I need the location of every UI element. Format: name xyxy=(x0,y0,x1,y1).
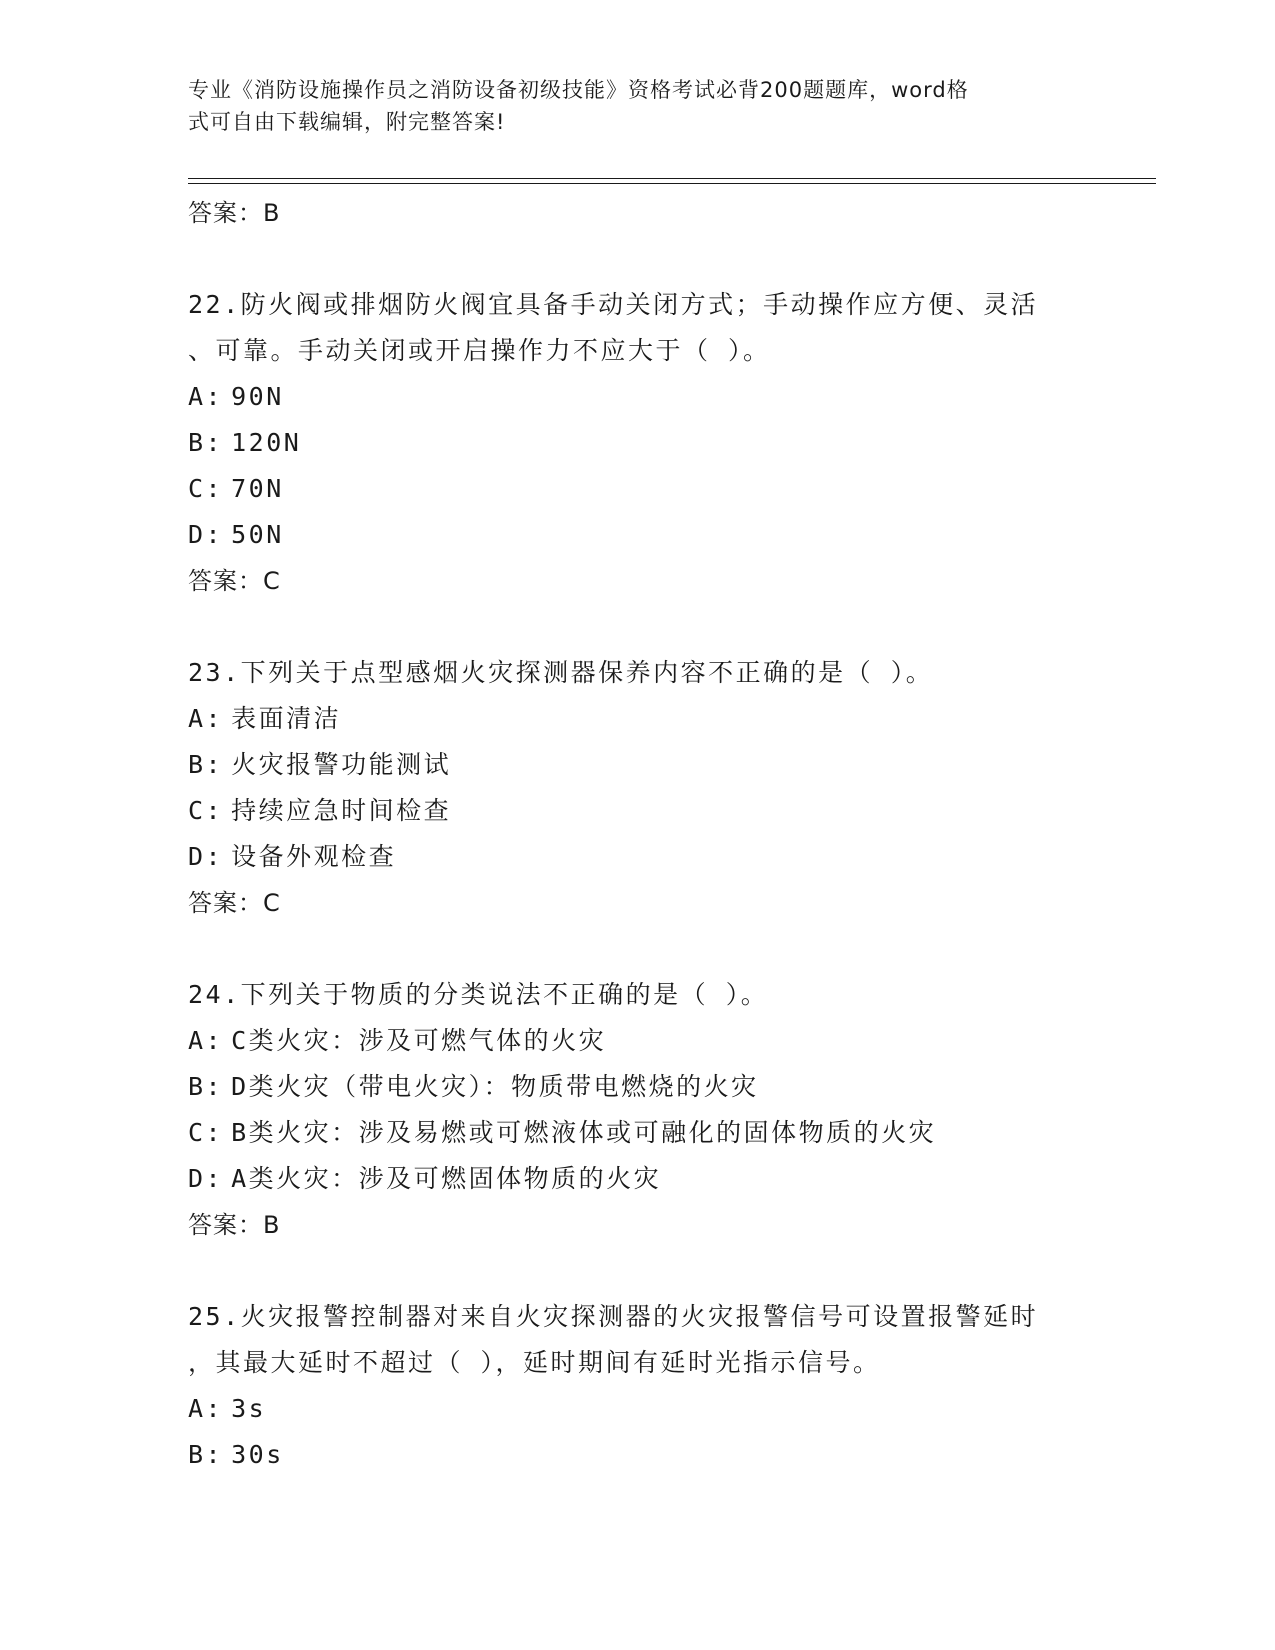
option-label: D: xyxy=(188,842,224,871)
question-25 xyxy=(188,1294,1156,1478)
answer-line: 答案：C xyxy=(188,567,281,595)
question-23 xyxy=(188,650,1156,926)
option-text: 50N xyxy=(231,520,284,549)
option-a xyxy=(188,1018,1156,1064)
option-b xyxy=(188,1064,1156,1110)
option-label: A: xyxy=(188,704,224,733)
option-text: 30s xyxy=(231,1440,284,1469)
spacer xyxy=(188,926,1156,972)
option-b xyxy=(188,420,1156,466)
option-label: A: xyxy=(188,1394,224,1423)
question-22 xyxy=(188,282,1156,604)
answer-line: 答案：C xyxy=(188,889,281,917)
question-text-line: 23.下列关于点型感烟火灾探测器保养内容不正确的是（ ）。 xyxy=(188,658,934,687)
option-label: B: xyxy=(188,428,224,457)
option-d xyxy=(188,512,1156,558)
option-a xyxy=(188,1386,1156,1432)
option-text: D类火灾（带电火灾）：物质带电燃烧的火灾 xyxy=(231,1072,759,1101)
option-text: B类火灾：涉及易燃或可燃液体或可融化的固体物质的火灾 xyxy=(231,1118,937,1147)
option-text: 120N xyxy=(231,428,302,457)
option-b xyxy=(188,742,1156,788)
option-text: 3s xyxy=(231,1394,267,1423)
option-label: B: xyxy=(188,750,224,779)
question-text-line: ，其最大延时不超过（ ），延时期间有延时光指示信号。 xyxy=(188,1348,881,1377)
option-text: 火灾报警功能测试 xyxy=(231,750,452,779)
header-line-1: 专业《消防设施操作员之消防设备初级技能》资格考试必背200题题库，word格 xyxy=(188,78,969,102)
option-text: 设备外观检查 xyxy=(231,842,397,871)
question-text-line: 25.火灾报警控制器对来自火灾探测器的火灾报警信号可设置报警延时 xyxy=(188,1302,1039,1331)
option-label: D: xyxy=(188,520,224,549)
option-label: A: xyxy=(188,1026,224,1055)
option-text: 70N xyxy=(231,474,284,503)
option-b xyxy=(188,1432,1156,1478)
option-label: B: xyxy=(188,1072,224,1101)
question-text-line: 22.防火阀或排烟防火阀宜具备手动关闭方式；手动操作应方便、灵活 xyxy=(188,290,1039,319)
document-header xyxy=(188,74,1068,138)
spacer xyxy=(188,236,1156,282)
spacer xyxy=(188,1248,1156,1294)
option-a xyxy=(188,696,1156,742)
question-list xyxy=(188,190,1156,1478)
option-text: 90N xyxy=(231,382,284,411)
option-label: C: xyxy=(188,474,224,503)
option-text: A类火灾：涉及可燃固体物质的火灾 xyxy=(231,1164,662,1193)
option-label: D: xyxy=(188,1164,224,1193)
question-text-line: 24.下列关于物质的分类说法不正确的是（ ）。 xyxy=(188,980,769,1009)
option-d xyxy=(188,1156,1156,1202)
question-text-line: 、可靠。手动关闭或开启操作力不应大于（ ）。 xyxy=(188,336,771,365)
option-label: C: xyxy=(188,796,224,825)
option-text: 表面清洁 xyxy=(231,704,342,733)
header-divider-bottom xyxy=(188,183,1156,184)
question-24 xyxy=(188,972,1156,1248)
spacer xyxy=(188,604,1156,650)
header-divider-top xyxy=(188,178,1156,179)
option-text: C类火灾：涉及可燃气体的火灾 xyxy=(231,1026,607,1055)
option-d xyxy=(188,834,1156,880)
option-label: C: xyxy=(188,1118,224,1147)
option-c xyxy=(188,466,1156,512)
option-text: 持续应急时间检查 xyxy=(231,796,452,825)
option-c xyxy=(188,788,1156,834)
answer-line: 答案：B xyxy=(188,199,281,227)
answer-line: 答案：B xyxy=(188,1211,281,1239)
option-c xyxy=(188,1110,1156,1156)
option-label: A: xyxy=(188,382,224,411)
option-a xyxy=(188,374,1156,420)
header-line-2: 式可自由下载编辑，附完整答案! xyxy=(188,110,506,134)
option-label: B: xyxy=(188,1440,224,1469)
